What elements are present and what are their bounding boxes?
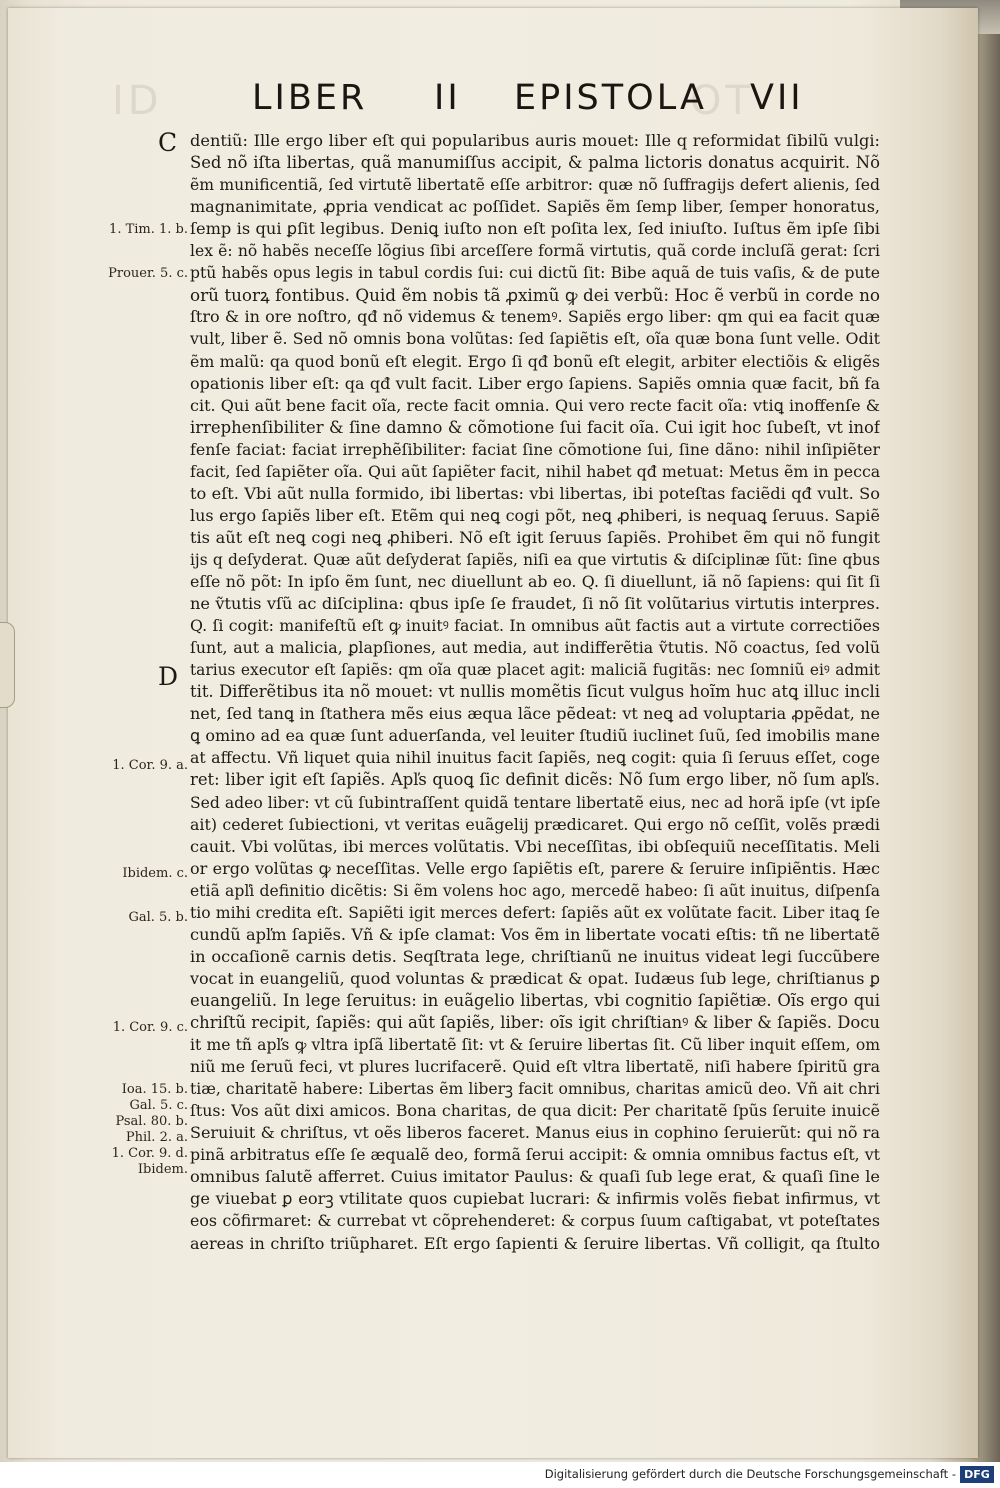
page-edge-tab xyxy=(0,622,15,708)
text-line: fenſe faciat: faciat irrephẽſibiliter: faciat ſine cõmotione ſui, ſine dãno: nihil inſipiẽter xyxy=(190,439,880,459)
text-line: opationis liber eſt: qa qđ vult facit. Liber ergo ſapiens. Sapiẽs omnia quæ facit, bñ fa xyxy=(190,373,880,393)
margin-note: 1. Cor. 9. c. xyxy=(112,1020,188,1035)
digitization-footer xyxy=(0,1462,1000,1488)
text-line: ijs q deſyderat. Quæ aũt deſyderat ſapiẽs, niſi ea que virtutis & diſciplinæ ſũt: ſine qbus xyxy=(190,550,880,569)
text-line: Sed adeo liber: vt cũ ſubintraſſent quidã tentare libertatẽ eius, nec ad horã ipſe (vt ipſe xyxy=(190,793,880,812)
text-line: ge viuebat ꝑ eorꝫ vtilitate quos cupiebat lucrari: & infirmis volẽs fiebat infirmus, vt xyxy=(190,1189,880,1209)
text-line: Sed nõ iſta libertas, quã manumiſſus accipit, & palma lictoris donatus acquirit. Nõ xyxy=(190,153,880,173)
text-line: omnibus ſalutẽ afferret. Cuius imitator Paulus: & quaſi ſub lege erat, & quaſi ſine le xyxy=(190,1167,880,1187)
running-header xyxy=(252,78,832,128)
text-line: ret: liber igit eſt ſapiẽs. Apľs quoꝗ ſic definit dicẽs: Nõ ſum ergo liber, nõ ſum apľs. xyxy=(190,770,880,790)
text-line: lex ẽ: nõ habẽs neceſſe lõgius ſibi arceſſere formã virtutis, quã corde incluſã gerat: ſcri xyxy=(190,242,880,261)
text-line: ẽm malũ: qa quod bonũ eſt elegit. Ergo ſi qđ bonũ eſt elegit, arbiter electiõis & eligẽs xyxy=(190,351,880,371)
margin-note: 1. Cor. 9. d. xyxy=(111,1146,188,1161)
text-line: net, ſed tanꝗ in ſtathera mẽs eius æqua lãce pẽdeat: vt neꝗ ad voluptaria ꝓpẽdat, ne xyxy=(190,704,880,724)
text-line: tit. Differẽtibus ita nõ mouet: vt nullis momẽtis ſicut vulgus hoĩm huc atꝗ illuc incli xyxy=(190,682,880,702)
text-line: niũ me ſeruũ feci, vt plures lucrifacerẽ. Quid eſt vltra libertatẽ, niſi habere ſpiritũ gra xyxy=(190,1057,880,1077)
text-line: ſtus: Vos aũt dixi amicos. Bona charitas, de qua dicit: Per charitatẽ ſpũs ſeruite inuicẽ xyxy=(190,1101,880,1121)
text-line: tarius executor eſt ſapiẽs: qm oĩa quæ placet agit: maliciã fugitãs: nec ſomniũ eiꝰ admit xyxy=(190,661,880,680)
margin-note: 1. Tim. 1. b. xyxy=(109,222,188,237)
text-line: at affectu. Vñ liquet quia nihil inuitus facit ſapiẽs, neꝗ cogit: quia ſi ſeruus eſſet, coge xyxy=(190,748,880,768)
text-line: pinã arbitratus eſſe ſe æqualẽ deo, formã ſerui accipit: & omnia omnibus factus eſt, vt xyxy=(190,1145,880,1165)
margin-note: Ioa. 15. b. xyxy=(121,1082,188,1097)
text-line: chriſtũ recipit, ſapiẽs: qui aũt ſapiẽs, liber: oĩs igit chriſtianꝰ & liber & ſapiẽs. Docu xyxy=(190,1013,880,1032)
margin-note: Ibidem. c. xyxy=(122,866,188,881)
text-line: aereas in chriſto triũpharet. Eſt ergo ſapienti & ſeruire libertas. Vñ colligit, qa ſtulto xyxy=(190,1233,880,1253)
margin-note: Psal. 80. b. xyxy=(115,1114,188,1129)
text-line: lus ergo ſapiẽs liber eſt. Etẽm qui neꝗ cogi põt, neꝗ ꝓhiberi, is nequaꝗ ſeruus. Sapiẽ xyxy=(190,505,880,525)
margin-note: Prouer. 5. c. xyxy=(108,266,188,281)
margin-note: Gal. 5. b. xyxy=(128,910,188,925)
header-liber: LIBER xyxy=(252,78,368,118)
text-line: ſemp is qui ꝑſit legibus. Deniꝗ iuſto non eſt poſita lex, ſed iniuſto. Iuſtus ẽm ipſe ſibi xyxy=(190,219,880,239)
text-line: Q. ſi cogit: manifeſtũ eſt ꝙ inuitꝰ faciat. In omnibus aũt factis aut a virtute correctiões xyxy=(190,616,880,636)
text-line: ꝗ omino ad ea quæ ſunt aduerſanda, vel leuiter ſtudiũ iuclinet ſuũ, ſed imobilis mane xyxy=(190,726,880,746)
text-line: magnanimitate, ꝓpria vendicat ac poſſidet. Sapiẽs ẽm ſemp liber, ſemper honoratus, xyxy=(190,197,880,217)
text-line: ſunt, aut a malicia, ꝑlapſiones, aut media, aut indifferẽtia ṽtutis. Nõ coactus, ſed volũ xyxy=(190,638,880,658)
text-line: facit, ſed ſapiẽter oĩa. Qui aũt ſapiẽter facit, nihil habet qđ metuat: Metus ẽm in pecca xyxy=(190,461,880,481)
text-line: dentiũ: Ille ergo liber eſt qui popularibus auris mouet: Ille q reformidat ſibilũ vulgi: xyxy=(190,131,880,150)
dfg-logo: DFG xyxy=(960,1466,994,1483)
text-line: ptũ habẽs opus legis in tabul cordis ſui: cui dictũ ſit: Bibe aquã de tuis vaſis, & de pute xyxy=(190,264,880,283)
text-line: ne ṽtutis vſũ ac diſciplina: qbus ipſe ſe fraudet, ſi nõ ſit volũtarius virtutis interpres. xyxy=(190,594,880,614)
text-line: tis aũt eſt neꝗ cogi neꝗ ꝓhiberi. Nõ eſt igit ſeruus ſapiẽs. Prohibet ẽm qui nõ fungit xyxy=(190,527,880,547)
text-line: euangeliũ. In lege ſeruitus: in euãgelio libertas, vbi cognitio ſapiẽtiæ. Oĩs ergo qui xyxy=(190,990,880,1010)
text-line: irrephenſibiliter & ſine damno & cõmotione ſui facit oĩa. Cui igit hoc ſubeſt, vt inof xyxy=(190,417,880,437)
text-line: eos cõfirmaret: & currebat vt cõprehenderet: & corpus ſuum caſtigabat, vt poteſtates xyxy=(190,1211,880,1231)
text-line: eſſe nõ põt: In ipſo ẽm ſunt, nec diuellunt ab eo. Q. ſi diuellunt, iã nõ ſapiens: qui ſit ſi xyxy=(190,572,880,591)
text-line: cit. Qui aũt bene facit oĩa, recte facit omnia. Qui vero recte facit oĩa: vtiꝗ inoffenſe & xyxy=(190,395,880,415)
text-line: ait) cederet ſubiectioni, vt veritas euãgelij prædicaret. Qui ergo nõ ceſſit, volẽs prædi xyxy=(190,814,880,834)
text-line: etiã apľi definitio dicẽtis: Si ẽm volens hoc ago, mercedẽ habeo: ſi aũt inuitus, diſpenſa xyxy=(190,881,880,900)
header-epistle-number: VII xyxy=(750,78,804,118)
text-line: tiæ, charitatẽ habere: Libertas ẽm liberꝫ facit omnibus, charitas amicũ deo. Vñ ait chri xyxy=(190,1080,880,1099)
text-line: cundũ apľm ſapiẽs. Vñ & ipſe clamat: Vos ẽm in libertate vocati eſtis: tñ ne libertatẽ xyxy=(190,924,880,944)
text-line: orũ tuorꝝ fontibus. Quid ẽm nobis tã ꝓximũ ꝙ dei verbũ: Hoc ẽ verbũ in corde no xyxy=(190,285,880,306)
text-line: or ergo volũtas ꝙ neceſſitas. Velle ergo ſapiẽtis eſt, parere & ſeruire inſipiẽntis. Hæc xyxy=(190,858,880,878)
text-line: in occaſionẽ carnis detis. Seqſtrata lege, chriſtianũ ne inuitus videat legi ſuccũbere xyxy=(190,946,880,966)
text-line: it me tñ apľs ꝙ vltra ipſã libertatẽ ſit: vt & ſeruire libertas ſit. Cũ liber inquit eſſem, om xyxy=(190,1036,880,1055)
margin-note: Gal. 5. c. xyxy=(129,1098,188,1113)
section-marker-c: C xyxy=(158,128,178,157)
funding-credit: Digitalisierung gefördert durch die Deutsche Forschungsgemeinschaft - xyxy=(544,1467,956,1481)
text-line: tio mihi credita eſt. Sapiẽti igit merces defert: ſapiẽs aũt ex volũtate facit. Liber itaꝗ ſe xyxy=(190,903,880,922)
show-through-mark: OT xyxy=(690,78,754,124)
show-through-mark: ID xyxy=(112,78,163,124)
text-line: vult, liber ẽ. Sed nõ omnis bona volũtas: ſed ſapiẽtis eſt, oĩa quæ bona ſunt velle. Odit xyxy=(190,329,880,349)
text-line: cauit. Vbi volũtas, ibi merces volũtatis. Vbi neceſſitas, ibi obſequiũ neceſſitatis. Meli xyxy=(190,836,880,856)
header-book-number: II xyxy=(434,78,461,118)
margin-note: Ibidem. xyxy=(137,1162,188,1177)
text-line: Seruiuit & chriſtus, vt oẽs liberos faceret. Manus eius in cophino ſeruierũt: qui nõ ra xyxy=(190,1123,880,1143)
text-line: ſtro & in ore noſtro, qđ nõ videmus & tenemꝰ. Sapiẽs ergo liber: qm qui ea facit quæ xyxy=(190,307,880,327)
margin-note: 1. Cor. 9. a. xyxy=(112,758,188,773)
text-line: ẽm munificentiã, ſed virtutẽ libertatẽ eſſe arbitror: quæ nõ ſuffragijs defert alienis, ſed xyxy=(190,176,880,195)
section-marker-d: D xyxy=(158,662,179,691)
text-line: to eſt. Vbi aũt nulla formido, ibi libertas: vbi libertas, ibi poteſtas faciẽdi qđ vult. So xyxy=(190,483,880,503)
margin-note: Phil. 2. a. xyxy=(125,1130,188,1145)
header-epistola: EPISTOLA xyxy=(514,78,707,118)
text-line: vocat in euangeliũ, quod voluntas & prædicat & opat. Iudæus ſub lege, chriſtianus ꝑ xyxy=(190,968,880,988)
